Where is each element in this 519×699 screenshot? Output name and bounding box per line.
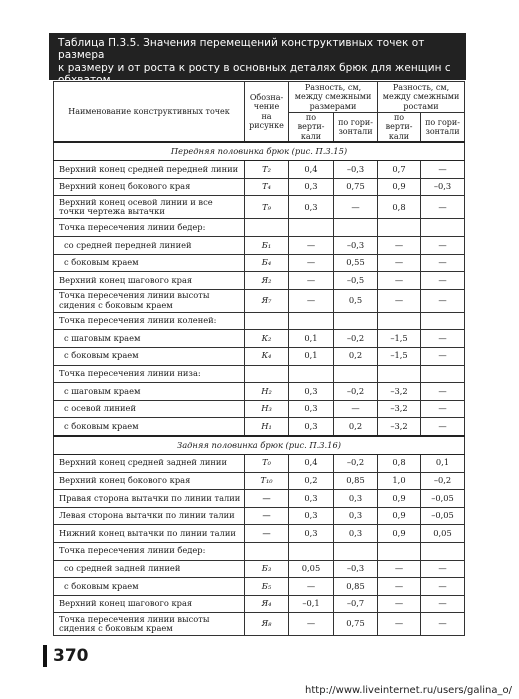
table-row xyxy=(54,330,465,348)
row-symbol xyxy=(245,365,289,383)
table-row xyxy=(54,472,465,490)
row-symbol: Т₀ xyxy=(245,454,289,472)
row-value-h2: — xyxy=(421,330,465,348)
row-value-h1: 0,85 xyxy=(334,578,378,596)
row-point-name: Точка пересечения линии бедер: xyxy=(54,219,245,237)
row-value-v1 xyxy=(289,365,334,383)
row-value-h1: 0,85 xyxy=(334,472,378,490)
table-row xyxy=(54,525,465,543)
row-value-h2: — xyxy=(421,161,465,179)
row-value-v1: 0,3 xyxy=(289,196,334,219)
row-value-h1: 0,3 xyxy=(334,490,378,508)
row-symbol: Я₂ xyxy=(245,272,289,290)
row-symbol xyxy=(245,542,289,560)
row-value-v2: 0,9 xyxy=(378,525,421,543)
table-row xyxy=(54,613,465,636)
row-value-v1: 0,4 xyxy=(289,161,334,179)
row-value-v1: –0,1 xyxy=(289,595,334,613)
row-value-v1: 0,3 xyxy=(289,525,334,543)
row-value-h2: — xyxy=(421,418,465,436)
row-point-name: с осевой линией xyxy=(54,400,245,418)
row-point-name: с боковым краем xyxy=(54,254,245,272)
row-value-v2: — xyxy=(378,289,421,312)
row-point-name: Точка пересечения линии коленей: xyxy=(54,312,245,330)
row-value-v2: — xyxy=(378,272,421,290)
row-value-v2: 1,0 xyxy=(378,472,421,490)
table-row xyxy=(54,219,465,237)
header-row-1 xyxy=(54,82,465,113)
row-value-v1: 0,3 xyxy=(289,490,334,508)
table-row xyxy=(54,542,465,560)
row-value-h2: — xyxy=(421,196,465,219)
row-point-name: Точка пересечения линии низа: xyxy=(54,365,245,383)
row-symbol: — xyxy=(245,490,289,508)
row-symbol: К₂ xyxy=(245,330,289,348)
row-symbol: Б₄ xyxy=(245,254,289,272)
row-point-name: Правая сторона вытачки по линии талии xyxy=(54,490,245,508)
table-row xyxy=(54,578,465,596)
row-symbol: Я₇ xyxy=(245,289,289,312)
row-point-name: Верхний конец бокового края xyxy=(54,178,245,196)
table-row xyxy=(54,365,465,383)
row-value-v2: — xyxy=(378,237,421,255)
row-value-h2: — xyxy=(421,254,465,272)
row-value-v2: –1,5 xyxy=(378,347,421,365)
row-point-name: Нижний конец вытачки по линии талии xyxy=(54,525,245,543)
section-header-row xyxy=(54,142,465,161)
row-symbol: Б₅ xyxy=(245,578,289,596)
row-symbol: Н₁ xyxy=(245,418,289,436)
row-value-h1: –0,5 xyxy=(334,272,378,290)
row-value-h1 xyxy=(334,312,378,330)
row-value-v2 xyxy=(378,312,421,330)
row-value-v1: — xyxy=(289,289,334,312)
row-value-v1: — xyxy=(289,613,334,636)
row-value-v2: –3,2 xyxy=(378,418,421,436)
header-horiz-1: по гори-зонтали xyxy=(334,113,378,143)
section-header-row xyxy=(54,436,465,455)
row-value-h1: 0,55 xyxy=(334,254,378,272)
table-row xyxy=(54,254,465,272)
row-point-name: Верхний конец средней передней линии xyxy=(54,161,245,179)
row-value-h1 xyxy=(334,365,378,383)
row-point-name: с шаговым краем xyxy=(54,330,245,348)
row-value-h1: 0,2 xyxy=(334,418,378,436)
table-row xyxy=(54,507,465,525)
caption-line-2: к размеру и от роста к росту в основных деталях брюк для женщин с обхватом xyxy=(58,61,451,87)
row-symbol: Я₄ xyxy=(245,595,289,613)
row-value-v1: — xyxy=(289,254,334,272)
row-value-v2: — xyxy=(378,254,421,272)
section-title: Передняя половинка брюк (рис. П.3.15) xyxy=(54,142,465,161)
header-horiz-2: по гори-зонтали xyxy=(421,113,465,143)
row-value-v2: 0,7 xyxy=(378,161,421,179)
row-point-name: с боковым краем xyxy=(54,418,245,436)
row-value-h2 xyxy=(421,312,465,330)
displacement-table xyxy=(53,81,465,636)
row-symbol: Б₃ xyxy=(245,560,289,578)
row-value-h1: — xyxy=(334,196,378,219)
row-value-h2: –0,3 xyxy=(421,178,465,196)
row-value-v1: — xyxy=(289,272,334,290)
header-vert-1: по верти-кали xyxy=(289,113,334,143)
row-value-h2 xyxy=(421,542,465,560)
row-point-name: Точка пересечения линии высоты сидения с боковым краем xyxy=(54,613,245,636)
table-row xyxy=(54,347,465,365)
row-point-name: Верхний конец средней задней линии xyxy=(54,454,245,472)
row-symbol xyxy=(245,312,289,330)
row-symbol xyxy=(245,219,289,237)
row-symbol: — xyxy=(245,507,289,525)
row-value-h1 xyxy=(334,219,378,237)
table-row xyxy=(54,490,465,508)
row-value-v2 xyxy=(378,542,421,560)
row-value-v1: — xyxy=(289,578,334,596)
caption-line-3: груди 88 – 104 xyxy=(58,86,140,99)
row-value-v1 xyxy=(289,312,334,330)
table-row xyxy=(54,400,465,418)
header-vert-2: по верти-кали xyxy=(378,113,421,143)
row-value-h2: — xyxy=(421,560,465,578)
row-value-v2: 0,8 xyxy=(378,196,421,219)
row-value-v1 xyxy=(289,542,334,560)
row-value-v2: 0,9 xyxy=(378,490,421,508)
row-value-v1: 0,3 xyxy=(289,507,334,525)
row-value-h2: — xyxy=(421,595,465,613)
page-number: 370 xyxy=(43,645,89,667)
row-value-h1: –0,7 xyxy=(334,595,378,613)
table-row xyxy=(54,560,465,578)
row-symbol: Н₂ xyxy=(245,383,289,401)
row-value-v2: 0,9 xyxy=(378,178,421,196)
row-value-h1: 0,2 xyxy=(334,347,378,365)
table-row xyxy=(54,312,465,330)
row-point-name: Точка пересечения линии бедер: xyxy=(54,542,245,560)
row-value-h1: 0,3 xyxy=(334,507,378,525)
row-value-h1: –0,2 xyxy=(334,383,378,401)
section-title: Задняя половинка брюк (рис. П.3.16) xyxy=(54,436,465,455)
row-symbol: — xyxy=(245,525,289,543)
row-value-h1: –0,2 xyxy=(334,330,378,348)
row-value-v1: 0,05 xyxy=(289,560,334,578)
row-value-v2: — xyxy=(378,560,421,578)
row-value-v2 xyxy=(378,365,421,383)
row-value-v1: 0,3 xyxy=(289,400,334,418)
row-value-v2: –3,2 xyxy=(378,400,421,418)
row-value-v1: — xyxy=(289,237,334,255)
row-value-v1: 0,2 xyxy=(289,472,334,490)
row-point-name: Верхний конец бокового края xyxy=(54,472,245,490)
header-name: Наименование конструктивных точек xyxy=(54,82,245,143)
row-value-h1: 0,75 xyxy=(334,178,378,196)
row-value-h2: 0,1 xyxy=(421,454,465,472)
row-point-name: Точка пересечения линии высоты сидения с боковым краем xyxy=(54,289,245,312)
row-symbol: Я₈ xyxy=(245,613,289,636)
row-point-name: Верхний конец шагового края xyxy=(54,272,245,290)
table-row xyxy=(54,418,465,436)
row-point-name: с боковым краем xyxy=(54,347,245,365)
row-value-h1: — xyxy=(334,400,378,418)
row-value-v1: 0,3 xyxy=(289,418,334,436)
row-value-h2: — xyxy=(421,578,465,596)
row-value-v2: — xyxy=(378,613,421,636)
row-value-h1 xyxy=(334,542,378,560)
row-value-h2: — xyxy=(421,272,465,290)
row-value-v1: 0,1 xyxy=(289,347,334,365)
row-value-v2: — xyxy=(378,578,421,596)
table-body xyxy=(54,142,465,636)
row-value-h1: 0,3 xyxy=(334,525,378,543)
row-value-v1 xyxy=(289,219,334,237)
row-value-h2: — xyxy=(421,400,465,418)
row-value-h1: 0,5 xyxy=(334,289,378,312)
row-symbol: Т₂ xyxy=(245,161,289,179)
row-value-v2: –1,5 xyxy=(378,330,421,348)
row-value-v2: 0,9 xyxy=(378,507,421,525)
row-value-h2: –0,05 xyxy=(421,490,465,508)
row-value-h2: –0,2 xyxy=(421,472,465,490)
header-size-group: Разность, см, между смежными размерами xyxy=(289,82,378,113)
row-value-v2: 0,8 xyxy=(378,454,421,472)
row-value-v1: 0,1 xyxy=(289,330,334,348)
row-value-v1: 0,3 xyxy=(289,383,334,401)
table-row xyxy=(54,595,465,613)
row-value-v1: 0,3 xyxy=(289,178,334,196)
row-symbol: Т₁₀ xyxy=(245,472,289,490)
table-row xyxy=(54,178,465,196)
row-value-h2: — xyxy=(421,383,465,401)
row-point-name: с шаговым краем xyxy=(54,383,245,401)
row-value-h2: — xyxy=(421,613,465,636)
row-value-h2 xyxy=(421,365,465,383)
row-value-v2: –3,2 xyxy=(378,383,421,401)
row-point-name: со средней задней линией xyxy=(54,560,245,578)
table-row xyxy=(54,289,465,312)
row-value-h1: 0,75 xyxy=(334,613,378,636)
table-row xyxy=(54,237,465,255)
row-value-v2: — xyxy=(378,595,421,613)
row-point-name: со средней передней линией xyxy=(54,237,245,255)
row-value-v2 xyxy=(378,219,421,237)
row-value-h2 xyxy=(421,219,465,237)
row-value-v1: 0,4 xyxy=(289,454,334,472)
row-point-name: Верхний конец осевой линии и все точки чертежа вытачки xyxy=(54,196,245,219)
table-row xyxy=(54,196,465,219)
row-value-h2: — xyxy=(421,289,465,312)
row-value-h1: –0,3 xyxy=(334,560,378,578)
row-value-h1: –0,2 xyxy=(334,454,378,472)
table-row xyxy=(54,383,465,401)
header-height-group: Разность, см, между смежными ростами xyxy=(378,82,465,113)
row-value-h1: –0,3 xyxy=(334,161,378,179)
row-symbol: Т₉ xyxy=(245,196,289,219)
row-symbol: Н₃ xyxy=(245,400,289,418)
row-value-h2: 0,05 xyxy=(421,525,465,543)
row-value-h2: — xyxy=(421,237,465,255)
caption-line-1: Таблица П.3.5. Значения перемещений конструктивных точек от размера xyxy=(58,37,425,62)
row-value-h2: — xyxy=(421,347,465,365)
row-symbol: Т₄ xyxy=(245,178,289,196)
row-value-h1: –0,3 xyxy=(334,237,378,255)
table-row xyxy=(54,161,465,179)
row-point-name: Левая сторона вытачки по линии талии xyxy=(54,507,245,525)
row-symbol: К₄ xyxy=(245,347,289,365)
row-point-name: Верхний конец шагового края xyxy=(54,595,245,613)
table-row xyxy=(54,272,465,290)
row-symbol: Б₁ xyxy=(245,237,289,255)
row-point-name: с боковым краем xyxy=(54,578,245,596)
row-value-h2: –0,05 xyxy=(421,507,465,525)
watermark-url: http://www.liveinternet.ru/users/galina_o/ xyxy=(305,685,512,696)
header-symbol: Обозна-чение на рисунке xyxy=(245,82,289,143)
table-row xyxy=(54,454,465,472)
